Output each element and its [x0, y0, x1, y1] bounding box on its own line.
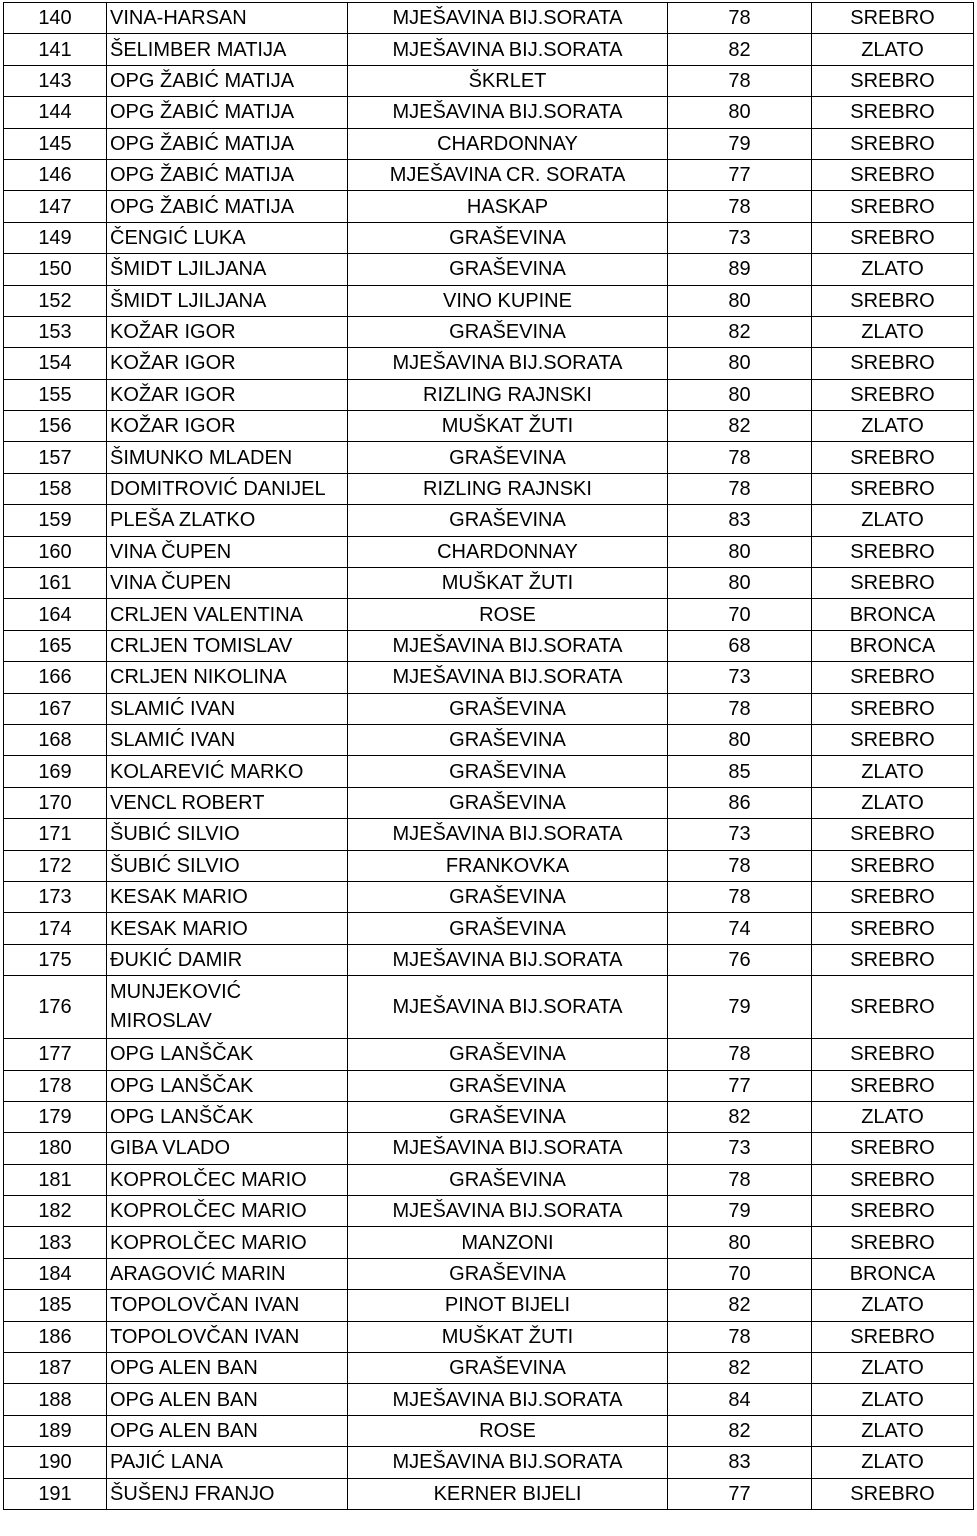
entry-number-cell: 178	[4, 1070, 107, 1101]
entry-number-cell: 184	[4, 1258, 107, 1289]
producer-name-cell: ĐUKIĆ DAMIR	[107, 944, 348, 975]
wine-variety-cell: GRAŠEVINA	[348, 254, 668, 285]
medal-cell: SREBRO	[812, 65, 974, 96]
table-row	[4, 1070, 974, 1101]
medal-cell: ZLATO	[812, 411, 974, 442]
score-cell: 68	[668, 630, 812, 661]
producer-name-cell: ŠELIMBER MATIJA	[107, 34, 348, 65]
producer-name-cell: CRLJEN NIKOLINA	[107, 662, 348, 693]
wine-variety-cell: GRAŠEVINA	[348, 913, 668, 944]
results-table-body	[4, 3, 974, 1510]
medal-cell: SREBRO	[812, 473, 974, 504]
table-row	[4, 3, 974, 34]
medal-cell: ZLATO	[812, 1415, 974, 1446]
entry-number-cell: 173	[4, 881, 107, 912]
table-row	[4, 693, 974, 724]
medal-cell: SREBRO	[812, 881, 974, 912]
entry-number-cell: 140	[4, 3, 107, 34]
table-row	[4, 976, 974, 1039]
producer-name-cell: ŠUBIĆ SILVIO	[107, 850, 348, 881]
producer-name-cell: OPG ŽABIĆ MATIJA	[107, 128, 348, 159]
entry-number-cell: 176	[4, 976, 107, 1039]
producer-name-cell: ARAGOVIĆ MARIN	[107, 1258, 348, 1289]
entry-number-cell: 189	[4, 1415, 107, 1446]
entry-number-cell: 145	[4, 128, 107, 159]
wine-variety-cell: ROSE	[348, 1415, 668, 1446]
table-row	[4, 568, 974, 599]
wine-variety-cell: GRAŠEVINA	[348, 442, 668, 473]
score-cell: 78	[668, 473, 812, 504]
table-row	[4, 1227, 974, 1258]
producer-name-cell: KESAK MARIO	[107, 881, 348, 912]
producer-name-cell: VINA-HARSAN	[107, 3, 348, 34]
score-cell: 82	[668, 34, 812, 65]
score-cell: 70	[668, 599, 812, 630]
medal-cell: SREBRO	[812, 1321, 974, 1352]
wine-variety-cell: FRANKOVKA	[348, 850, 668, 881]
medal-cell: ZLATO	[812, 1353, 974, 1384]
score-cell: 82	[668, 411, 812, 442]
producer-name-cell: KESAK MARIO	[107, 913, 348, 944]
wine-variety-cell: MJEŠAVINA BIJ.SORATA	[348, 97, 668, 128]
producer-name-cell: OPG ŽABIĆ MATIJA	[107, 191, 348, 222]
producer-name-cell: KOŽAR IGOR	[107, 348, 348, 379]
producer-name-cell: OPG ALEN BAN	[107, 1415, 348, 1446]
medal-cell: SREBRO	[812, 724, 974, 755]
producer-name-cell: OPG ALEN BAN	[107, 1353, 348, 1384]
producer-name-cell: ŠUBIĆ SILVIO	[107, 819, 348, 850]
wine-variety-cell: KERNER BIJELI	[348, 1478, 668, 1509]
wine-variety-cell: VINO KUPINE	[348, 285, 668, 316]
entry-number-cell: 149	[4, 222, 107, 253]
score-cell: 80	[668, 568, 812, 599]
score-cell: 74	[668, 913, 812, 944]
entry-number-cell: 179	[4, 1101, 107, 1132]
table-row	[4, 1039, 974, 1070]
score-cell: 85	[668, 756, 812, 787]
table-row	[4, 724, 974, 755]
table-row	[4, 599, 974, 630]
medal-cell: SREBRO	[812, 1196, 974, 1227]
results-table	[3, 2, 974, 1510]
score-cell: 78	[668, 3, 812, 34]
table-row	[4, 65, 974, 96]
table-row	[4, 1447, 974, 1478]
medal-cell: ZLATO	[812, 34, 974, 65]
table-row	[4, 1196, 974, 1227]
wine-variety-cell: GRAŠEVINA	[348, 693, 668, 724]
wine-variety-cell: GRAŠEVINA	[348, 1164, 668, 1195]
entry-number-cell: 164	[4, 599, 107, 630]
entry-number-cell: 181	[4, 1164, 107, 1195]
wine-variety-cell: GRAŠEVINA	[348, 1101, 668, 1132]
medal-cell: ZLATO	[812, 254, 974, 285]
producer-name-cell: KOŽAR IGOR	[107, 379, 348, 410]
wine-variety-cell: GRAŠEVINA	[348, 1070, 668, 1101]
wine-variety-cell: RIZLING RAJNSKI	[348, 473, 668, 504]
medal-cell: SREBRO	[812, 850, 974, 881]
score-cell: 80	[668, 97, 812, 128]
producer-name-cell: TOPOLOVČAN IVAN	[107, 1321, 348, 1352]
medal-cell: SREBRO	[812, 944, 974, 975]
wine-variety-cell: MJEŠAVINA BIJ.SORATA	[348, 3, 668, 34]
table-row	[4, 316, 974, 347]
producer-name-cell: OPG LANŠČAK	[107, 1101, 348, 1132]
wine-variety-cell: GRAŠEVINA	[348, 756, 668, 787]
table-row	[4, 128, 974, 159]
score-cell: 78	[668, 65, 812, 96]
score-cell: 79	[668, 1196, 812, 1227]
medal-cell: SREBRO	[812, 1133, 974, 1164]
table-row	[4, 850, 974, 881]
entry-number-cell: 157	[4, 442, 107, 473]
medal-cell: SREBRO	[812, 693, 974, 724]
entry-number-cell: 175	[4, 944, 107, 975]
medal-cell: SREBRO	[812, 1164, 974, 1195]
table-row	[4, 913, 974, 944]
table-row	[4, 285, 974, 316]
producer-name-cell: KOPROLČEC MARIO	[107, 1196, 348, 1227]
medal-cell: ZLATO	[812, 1290, 974, 1321]
medal-cell: ZLATO	[812, 1101, 974, 1132]
table-row	[4, 630, 974, 661]
entry-number-cell: 159	[4, 505, 107, 536]
entry-number-cell: 177	[4, 1039, 107, 1070]
medal-cell: SREBRO	[812, 159, 974, 190]
entry-number-cell: 188	[4, 1384, 107, 1415]
producer-name-cell: PLEŠA ZLATKO	[107, 505, 348, 536]
entry-number-cell: 185	[4, 1290, 107, 1321]
producer-name-cell: VINA ČUPEN	[107, 536, 348, 567]
score-cell: 83	[668, 505, 812, 536]
producer-name-cell: KOŽAR IGOR	[107, 411, 348, 442]
wine-variety-cell: GRAŠEVINA	[348, 1039, 668, 1070]
entry-number-cell: 172	[4, 850, 107, 881]
score-cell: 80	[668, 348, 812, 379]
entry-number-cell: 168	[4, 724, 107, 755]
entry-number-cell: 143	[4, 65, 107, 96]
table-row	[4, 222, 974, 253]
score-cell: 82	[668, 1101, 812, 1132]
table-row	[4, 34, 974, 65]
score-cell: 84	[668, 1384, 812, 1415]
medal-cell: ZLATO	[812, 316, 974, 347]
entry-number-cell: 190	[4, 1447, 107, 1478]
medal-cell: SREBRO	[812, 285, 974, 316]
medal-cell: SREBRO	[812, 348, 974, 379]
score-cell: 73	[668, 662, 812, 693]
table-row	[4, 1101, 974, 1132]
medal-cell: SREBRO	[812, 913, 974, 944]
wine-variety-cell: PINOT BIJELI	[348, 1290, 668, 1321]
entry-number-cell: 147	[4, 191, 107, 222]
medal-cell: SREBRO	[812, 1039, 974, 1070]
score-cell: 80	[668, 379, 812, 410]
producer-name-cell: ŠUŠENJ FRANJO	[107, 1478, 348, 1509]
medal-cell: BRONCA	[812, 1258, 974, 1289]
producer-name-cell: VENCL ROBERT	[107, 787, 348, 818]
medal-cell: SREBRO	[812, 568, 974, 599]
wine-variety-cell: GRAŠEVINA	[348, 222, 668, 253]
entry-number-cell: 182	[4, 1196, 107, 1227]
table-row	[4, 756, 974, 787]
score-cell: 82	[668, 316, 812, 347]
wine-variety-cell: MJEŠAVINA CR. SORATA	[348, 159, 668, 190]
wine-variety-cell: MJEŠAVINA BIJ.SORATA	[348, 944, 668, 975]
table-row	[4, 411, 974, 442]
entry-number-cell: 180	[4, 1133, 107, 1164]
entry-number-cell: 141	[4, 34, 107, 65]
score-cell: 82	[668, 1415, 812, 1446]
wine-variety-cell: CHARDONNAY	[348, 128, 668, 159]
entry-number-cell: 187	[4, 1353, 107, 1384]
score-cell: 76	[668, 944, 812, 975]
score-cell: 77	[668, 159, 812, 190]
wine-variety-cell: MJEŠAVINA BIJ.SORATA	[348, 1447, 668, 1478]
producer-name-cell: GIBA VLADO	[107, 1133, 348, 1164]
entry-number-cell: 191	[4, 1478, 107, 1509]
score-cell: 86	[668, 787, 812, 818]
wine-variety-cell: CHARDONNAY	[348, 536, 668, 567]
producer-name-cell: ŠIMUNKO MLADEN	[107, 442, 348, 473]
table-row	[4, 473, 974, 504]
medal-cell: ZLATO	[812, 1384, 974, 1415]
entry-number-cell: 166	[4, 662, 107, 693]
score-cell: 78	[668, 881, 812, 912]
table-row	[4, 1478, 974, 1509]
table-row	[4, 379, 974, 410]
entry-number-cell: 161	[4, 568, 107, 599]
table-row	[4, 819, 974, 850]
medal-cell: BRONCA	[812, 599, 974, 630]
score-cell: 80	[668, 1227, 812, 1258]
producer-name-cell: OPG ALEN BAN	[107, 1384, 348, 1415]
medal-cell: ZLATO	[812, 787, 974, 818]
score-cell: 78	[668, 442, 812, 473]
table-row	[4, 159, 974, 190]
producer-name-cell: ŠMIDT LJILJANA	[107, 254, 348, 285]
medal-cell: SREBRO	[812, 536, 974, 567]
table-row	[4, 662, 974, 693]
wine-variety-cell: HASKAP	[348, 191, 668, 222]
score-cell: 70	[668, 1258, 812, 1289]
medal-cell: ZLATO	[812, 505, 974, 536]
wine-variety-cell: ROSE	[348, 599, 668, 630]
wine-variety-cell: GRAŠEVINA	[348, 1353, 668, 1384]
table-row	[4, 505, 974, 536]
entry-number-cell: 169	[4, 756, 107, 787]
wine-variety-cell: MUŠKAT ŽUTI	[348, 568, 668, 599]
score-cell: 80	[668, 536, 812, 567]
score-cell: 80	[668, 285, 812, 316]
score-cell: 78	[668, 1039, 812, 1070]
score-cell: 73	[668, 819, 812, 850]
score-cell: 83	[668, 1447, 812, 1478]
medal-cell: SREBRO	[812, 1070, 974, 1101]
producer-name-cell: OPG LANŠČAK	[107, 1070, 348, 1101]
score-cell: 78	[668, 1321, 812, 1352]
table-row	[4, 881, 974, 912]
wine-variety-cell: MJEŠAVINA BIJ.SORATA	[348, 1384, 668, 1415]
score-cell: 73	[668, 1133, 812, 1164]
medal-cell: SREBRO	[812, 222, 974, 253]
producer-name-cell: KOPROLČEC MARIO	[107, 1227, 348, 1258]
medal-cell: SREBRO	[812, 97, 974, 128]
score-cell: 77	[668, 1478, 812, 1509]
producer-name-cell: ČENGIĆ LUKA	[107, 222, 348, 253]
producer-name-cell: ŠMIDT LJILJANA	[107, 285, 348, 316]
producer-name-cell: PAJIĆ LANA	[107, 1447, 348, 1478]
producer-name-cell: CRLJEN TOMISLAV	[107, 630, 348, 661]
entry-number-cell: 160	[4, 536, 107, 567]
entry-number-cell: 153	[4, 316, 107, 347]
table-row	[4, 1384, 974, 1415]
score-cell: 82	[668, 1290, 812, 1321]
table-row	[4, 1133, 974, 1164]
entry-number-cell: 156	[4, 411, 107, 442]
wine-variety-cell: MJEŠAVINA BIJ.SORATA	[348, 819, 668, 850]
table-row	[4, 191, 974, 222]
entry-number-cell: 165	[4, 630, 107, 661]
medal-cell: SREBRO	[812, 1227, 974, 1258]
medal-cell: SREBRO	[812, 819, 974, 850]
medal-cell: SREBRO	[812, 3, 974, 34]
medal-cell: SREBRO	[812, 1478, 974, 1509]
table-row	[4, 254, 974, 285]
wine-variety-cell: MJEŠAVINA BIJ.SORATA	[348, 1133, 668, 1164]
wine-variety-cell: GRAŠEVINA	[348, 881, 668, 912]
score-cell: 79	[668, 128, 812, 159]
score-cell: 78	[668, 191, 812, 222]
producer-name-cell: OPG ŽABIĆ MATIJA	[107, 159, 348, 190]
wine-variety-cell: MJEŠAVINA BIJ.SORATA	[348, 1196, 668, 1227]
producer-name-cell: CRLJEN VALENTINA	[107, 599, 348, 630]
table-row	[4, 1290, 974, 1321]
producer-name-cell: SLAMIĆ IVAN	[107, 693, 348, 724]
table-row	[4, 97, 974, 128]
producer-name-cell: KOLAREVIĆ MARKO	[107, 756, 348, 787]
producer-name-cell: KOŽAR IGOR	[107, 316, 348, 347]
producer-name-cell: TOPOLOVČAN IVAN	[107, 1290, 348, 1321]
medal-cell: ZLATO	[812, 756, 974, 787]
table-row	[4, 1353, 974, 1384]
score-cell: 77	[668, 1070, 812, 1101]
wine-variety-cell: MJEŠAVINA BIJ.SORATA	[348, 34, 668, 65]
entry-number-cell: 146	[4, 159, 107, 190]
wine-variety-cell: GRAŠEVINA	[348, 787, 668, 818]
entry-number-cell: 144	[4, 97, 107, 128]
producer-name-cell: KOPROLČEC MARIO	[107, 1164, 348, 1195]
table-row	[4, 944, 974, 975]
wine-variety-cell: ŠKRLET	[348, 65, 668, 96]
entry-number-cell: 167	[4, 693, 107, 724]
wine-variety-cell: GRAŠEVINA	[348, 316, 668, 347]
medal-cell: SREBRO	[812, 442, 974, 473]
table-row	[4, 787, 974, 818]
wine-variety-cell: GRAŠEVINA	[348, 724, 668, 755]
producer-name-cell: MUNJEKOVIĆ MIROSLAV	[107, 976, 348, 1039]
wine-variety-cell: MJEŠAVINA BIJ.SORATA	[348, 348, 668, 379]
producer-name-cell: VINA ČUPEN	[107, 568, 348, 599]
wine-variety-cell: MANZONI	[348, 1227, 668, 1258]
medal-cell: SREBRO	[812, 191, 974, 222]
score-cell: 78	[668, 850, 812, 881]
medal-cell: ZLATO	[812, 1447, 974, 1478]
table-row	[4, 536, 974, 567]
wine-variety-cell: MJEŠAVINA BIJ.SORATA	[348, 976, 668, 1039]
entry-number-cell: 150	[4, 254, 107, 285]
producer-name-cell: OPG ŽABIĆ MATIJA	[107, 97, 348, 128]
medal-cell: BRONCA	[812, 630, 974, 661]
score-cell: 80	[668, 724, 812, 755]
wine-variety-cell: GRAŠEVINA	[348, 1258, 668, 1289]
entry-number-cell: 171	[4, 819, 107, 850]
wine-variety-cell: MJEŠAVINA BIJ.SORATA	[348, 662, 668, 693]
producer-name-cell: DOMITROVIĆ DANIJEL	[107, 473, 348, 504]
score-cell: 82	[668, 1353, 812, 1384]
medal-cell: SREBRO	[812, 128, 974, 159]
wine-variety-cell: MUŠKAT ŽUTI	[348, 411, 668, 442]
wine-variety-cell: MUŠKAT ŽUTI	[348, 1321, 668, 1352]
entry-number-cell: 158	[4, 473, 107, 504]
score-cell: 89	[668, 254, 812, 285]
entry-number-cell: 174	[4, 913, 107, 944]
wine-variety-cell: MJEŠAVINA BIJ.SORATA	[348, 630, 668, 661]
producer-name-cell: SLAMIĆ IVAN	[107, 724, 348, 755]
entry-number-cell: 152	[4, 285, 107, 316]
entry-number-cell: 170	[4, 787, 107, 818]
medal-cell: SREBRO	[812, 976, 974, 1039]
score-cell: 78	[668, 1164, 812, 1195]
table-row	[4, 442, 974, 473]
producer-name-cell: OPG LANŠČAK	[107, 1039, 348, 1070]
wine-variety-cell: GRAŠEVINA	[348, 505, 668, 536]
medal-cell: SREBRO	[812, 379, 974, 410]
score-cell: 78	[668, 693, 812, 724]
table-row	[4, 348, 974, 379]
score-cell: 73	[668, 222, 812, 253]
table-row	[4, 1321, 974, 1352]
entry-number-cell: 186	[4, 1321, 107, 1352]
medal-cell: SREBRO	[812, 662, 974, 693]
wine-variety-cell: RIZLING RAJNSKI	[348, 379, 668, 410]
table-row	[4, 1164, 974, 1195]
score-cell: 79	[668, 976, 812, 1039]
table-row	[4, 1258, 974, 1289]
entry-number-cell: 154	[4, 348, 107, 379]
entry-number-cell: 183	[4, 1227, 107, 1258]
table-row	[4, 1415, 974, 1446]
producer-name-cell: OPG ŽABIĆ MATIJA	[107, 65, 348, 96]
entry-number-cell: 155	[4, 379, 107, 410]
